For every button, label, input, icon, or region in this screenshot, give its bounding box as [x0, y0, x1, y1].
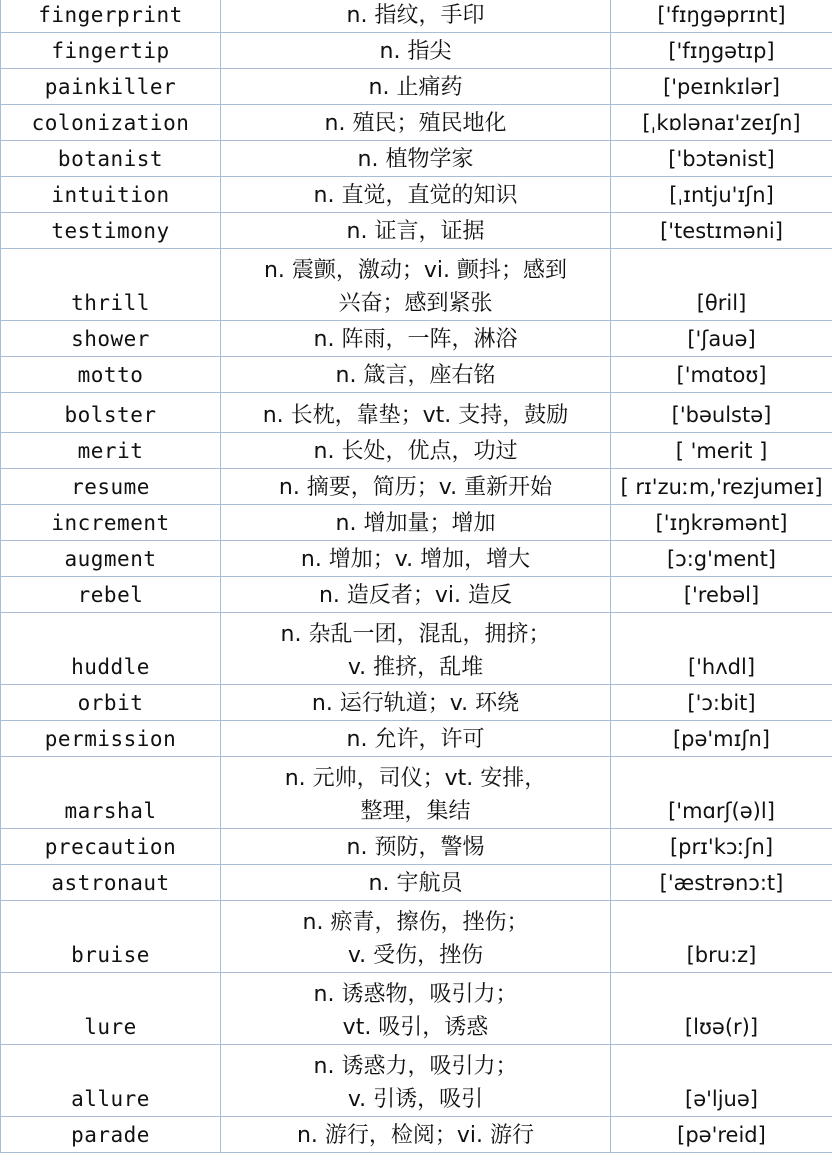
- pronunciation-cell: [ɔ:g'ment]: [611, 541, 832, 577]
- word-cell: resume: [1, 469, 221, 505]
- pronunciation-cell: [lʊə(r)]: [611, 973, 832, 1045]
- table-row: [1, 0, 832, 33]
- table-row: [1, 685, 832, 721]
- pronunciation-cell: [pə'reid]: [611, 1117, 832, 1153]
- meaning-line: n. 增加量；增加: [335, 511, 496, 536]
- word-cell: fingerprint: [1, 0, 221, 33]
- pronunciation-cell: ['bɔtənist]: [611, 141, 832, 177]
- meaning-line: n. 运行轨道；v. 环绕: [311, 691, 520, 716]
- meaning-line: n. 殖民；殖民地化: [324, 111, 507, 136]
- meaning-cell: [221, 141, 611, 177]
- table-row: [1, 505, 832, 541]
- table-row: [1, 213, 832, 249]
- meaning-line: n. 直觉，直觉的知识: [313, 183, 518, 208]
- pronunciation-cell: ['mɑrʃ(ə)l]: [611, 757, 832, 829]
- meaning-cell: [221, 901, 611, 973]
- word-cell: thrill: [1, 249, 221, 321]
- table-row: [1, 357, 832, 393]
- meaning-line: n. 指纹，手印: [346, 3, 485, 28]
- meaning-line: n. 证言，证据: [346, 219, 485, 244]
- table-row: [1, 141, 832, 177]
- pronunciation-cell: [ə'ljuə]: [611, 1045, 832, 1117]
- pronunciation-cell: ['testɪməni]: [611, 213, 832, 249]
- meaning-line: n. 阵雨，一阵，淋浴: [313, 327, 518, 352]
- meaning-cell: [221, 577, 611, 613]
- table-row: [1, 249, 832, 321]
- pronunciation-cell: ['peɪnkɪlər]: [611, 69, 832, 105]
- pronunciation-cell: ['rebəl]: [611, 577, 832, 613]
- pronunciation-cell: [ˌkɒlənaɪ'zeɪʃn]: [611, 105, 832, 141]
- meaning-cell: [221, 721, 611, 757]
- word-cell: motto: [1, 357, 221, 393]
- meaning-line: n. 长枕，靠垫；vt. 支持，鼓励: [262, 403, 569, 428]
- meaning-cell: [221, 829, 611, 865]
- meaning-cell: [221, 973, 611, 1045]
- table-row: [1, 757, 832, 829]
- table-row: [1, 321, 832, 357]
- meaning-cell: [221, 357, 611, 393]
- word-cell: bolster: [1, 393, 221, 433]
- word-cell: permission: [1, 721, 221, 757]
- word-cell: bruise: [1, 901, 221, 973]
- meaning-line: n. 增加；v. 增加，增大: [300, 547, 531, 572]
- word-cell: colonization: [1, 105, 221, 141]
- pronunciation-cell: ['ɪŋkrəmənt]: [611, 505, 832, 541]
- word-cell: intuition: [1, 177, 221, 213]
- table-row: [1, 865, 832, 901]
- meaning-cell: [221, 541, 611, 577]
- meaning-line: n. 瘀青，擦伤，挫伤；: [302, 910, 529, 935]
- meaning-cell: [221, 757, 611, 829]
- word-cell: huddle: [1, 613, 221, 685]
- pronunciation-cell: ['mɑtoʊ]: [611, 357, 832, 393]
- meaning-line: v. 引诱，吸引: [347, 1087, 484, 1112]
- table-row: [1, 433, 832, 469]
- word-cell: botanist: [1, 141, 221, 177]
- pronunciation-cell: [θril]: [611, 249, 832, 321]
- word-cell: rebel: [1, 577, 221, 613]
- word-cell: orbit: [1, 685, 221, 721]
- pronunciation-cell: ['bəulstə]: [611, 393, 832, 433]
- meaning-line: n. 植物学家: [357, 147, 474, 172]
- word-cell: astronaut: [1, 865, 221, 901]
- table-row: [1, 541, 832, 577]
- pronunciation-cell: [bru:z]: [611, 901, 832, 973]
- meaning-line: n. 震颤，激动；vi. 颤抖；感到: [263, 258, 568, 283]
- meaning-line: n. 箴言，座右铭: [335, 363, 496, 388]
- meaning-line: v. 推挤，乱堆: [347, 655, 484, 680]
- meaning-cell: [221, 105, 611, 141]
- word-cell: parade: [1, 1117, 221, 1153]
- word-cell: merit: [1, 433, 221, 469]
- meaning-line: 兴奋；感到紧张: [338, 291, 493, 316]
- pronunciation-cell: [ˌɪntju'ɪʃn]: [611, 177, 832, 213]
- meaning-line: n. 元帅，司仪；vt. 安排，: [284, 766, 547, 791]
- meaning-cell: [221, 1117, 611, 1153]
- meaning-line: v. 受伤，挫伤: [347, 943, 484, 968]
- vocabulary-table-body: [1, 0, 832, 1153]
- word-cell: lure: [1, 973, 221, 1045]
- word-cell: testimony: [1, 213, 221, 249]
- word-cell: augment: [1, 541, 221, 577]
- meaning-cell: [221, 213, 611, 249]
- meaning-line: n. 摘要，简历；v. 重新开始: [278, 475, 553, 500]
- pronunciation-cell: [prɪ'kɔːʃn]: [611, 829, 832, 865]
- meaning-cell: [221, 1045, 611, 1117]
- pronunciation-cell: [ rɪ'zuːm,'rezjumeɪ]: [611, 469, 832, 505]
- meaning-cell: [221, 685, 611, 721]
- meaning-cell: [221, 249, 611, 321]
- meaning-cell: [221, 865, 611, 901]
- pronunciation-cell: ['æstrənɔ:t]: [611, 865, 832, 901]
- pronunciation-cell: ['ɔ:bit]: [611, 685, 832, 721]
- pronunciation-cell: ['ʃauə]: [611, 321, 832, 357]
- table-row: [1, 901, 832, 973]
- meaning-line: n. 造反者；vi. 造反: [318, 583, 513, 608]
- meaning-line: n. 允许，许可: [346, 727, 485, 752]
- word-cell: shower: [1, 321, 221, 357]
- meaning-cell: [221, 177, 611, 213]
- pronunciation-cell: ['fɪŋgətɪp]: [611, 33, 832, 69]
- table-row: [1, 393, 832, 433]
- word-cell: precaution: [1, 829, 221, 865]
- table-row: [1, 69, 832, 105]
- table-row: [1, 721, 832, 757]
- word-cell: marshal: [1, 757, 221, 829]
- meaning-line: vt. 吸引，诱惑: [342, 1015, 489, 1040]
- meaning-cell: [221, 505, 611, 541]
- meaning-cell: [221, 0, 611, 33]
- meaning-cell: [221, 69, 611, 105]
- meaning-cell: [221, 433, 611, 469]
- meaning-cell: [221, 33, 611, 69]
- table-row: [1, 973, 832, 1045]
- meaning-cell: [221, 321, 611, 357]
- meaning-cell: [221, 393, 611, 433]
- pronunciation-cell: ['fɪŋgəprɪnt]: [611, 0, 832, 33]
- word-cell: increment: [1, 505, 221, 541]
- meaning-line: n. 诱惑物，吸引力；: [313, 982, 518, 1007]
- table-row: [1, 33, 832, 69]
- pronunciation-cell: [pə'mɪʃn]: [611, 721, 832, 757]
- meaning-line: n. 指尖: [379, 39, 452, 64]
- meaning-line: n. 宇航员: [368, 871, 463, 896]
- word-cell: painkiller: [1, 69, 221, 105]
- pronunciation-cell: [ 'merit ]: [611, 433, 832, 469]
- table-row: [1, 613, 832, 685]
- word-cell: allure: [1, 1045, 221, 1117]
- meaning-line: n. 预防，警惕: [346, 835, 485, 860]
- meaning-cell: [221, 469, 611, 505]
- meaning-line: 整理，集结: [360, 799, 471, 824]
- table-row: [1, 577, 832, 613]
- meaning-line: n. 止痛药: [368, 75, 463, 100]
- table-row: [1, 1117, 832, 1153]
- meaning-line: n. 长处，优点，功过: [313, 439, 518, 464]
- word-cell: fingertip: [1, 33, 221, 69]
- meaning-line: n. 诱惑力，吸引力；: [313, 1054, 518, 1079]
- meaning-cell: [221, 613, 611, 685]
- table-row: [1, 177, 832, 213]
- meaning-line: n. 游行，检阅；vi. 游行: [296, 1123, 535, 1148]
- table-row: [1, 105, 832, 141]
- table-row: [1, 1045, 832, 1117]
- table-row: [1, 829, 832, 865]
- pronunciation-cell: ['hʌdl]: [611, 613, 832, 685]
- table-row: [1, 469, 832, 505]
- meaning-line: n. 杂乱一团，混乱，拥挤；: [280, 622, 551, 647]
